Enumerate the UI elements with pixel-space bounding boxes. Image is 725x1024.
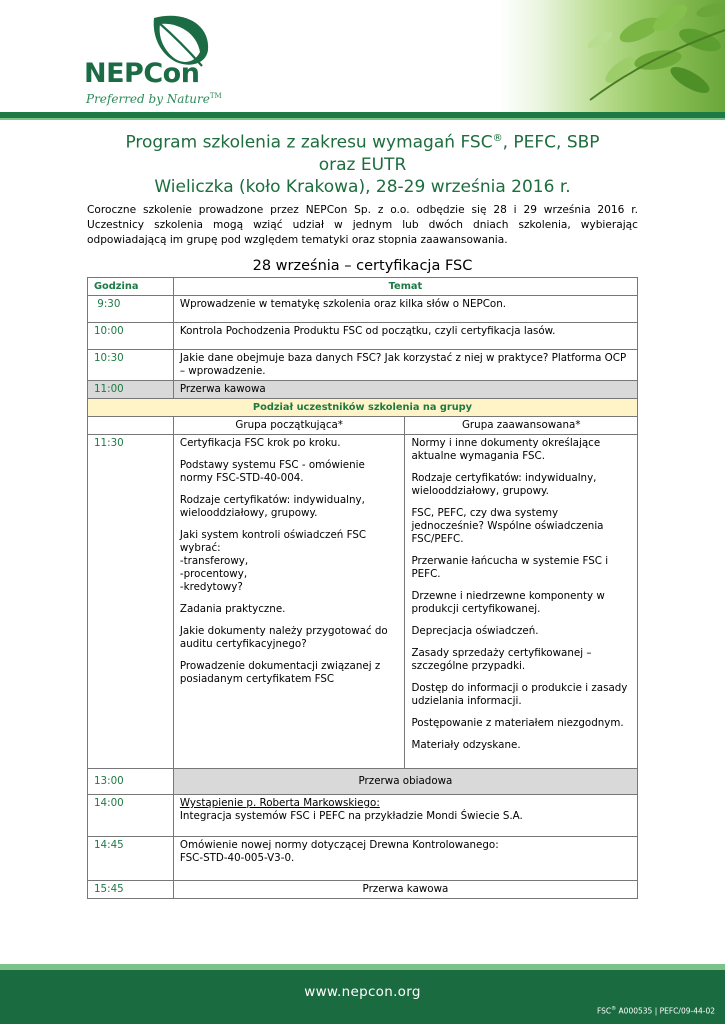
title-line-3: Wieliczka (koło Krakowa), 28-29 września 2016 r.	[154, 176, 571, 197]
group-advanced-list	[405, 435, 638, 769]
norm-time: 14:45	[88, 837, 174, 881]
document-title	[60, 128, 665, 198]
schedule-table	[87, 277, 638, 899]
row-time: 10:00	[88, 323, 174, 350]
list-item: Zasady sprzedaży certyfikowanej – szczególne przypadki.	[411, 647, 592, 672]
title-line-2: oraz EUTR	[318, 154, 407, 175]
header-leaves-photo	[500, 0, 725, 112]
list-item: Rodzaje certyfikatów: indywidualny, wielooddziałowy, grupowy.	[179, 494, 365, 519]
table-row	[88, 795, 638, 837]
table-row-break	[88, 881, 638, 899]
title-line-1: Program szkolenia z zakresu wymagań FSC®, PEFC, SBP	[125, 132, 600, 153]
leaves-image-icon	[500, 0, 725, 112]
table-row	[88, 323, 638, 350]
header-divider-light	[0, 118, 725, 120]
group-basic-header: Grupa początkująca*	[173, 417, 405, 435]
list-item: Rodzaje certyfikatów: indywidualny, wielooddziałowy, grupowy.	[411, 472, 597, 497]
group-advanced-header: Grupa zaawansowana*	[405, 417, 638, 435]
break-topic: Przerwa kawowa	[173, 381, 637, 399]
list-item: Zadania praktyczne.	[179, 603, 286, 615]
header-topic: Temat	[173, 278, 637, 296]
table-row-lunch	[88, 769, 638, 795]
list-item: Jaki system kontroli oświadczeń FSC wybrać: -transferowy, -procentowy, -kredytowy?	[179, 529, 367, 593]
talk-time: 14:00	[88, 795, 174, 837]
break-time: 11:00	[88, 381, 174, 399]
row-topic: Wprowadzenie w tematykę szkolenia oraz kilka słów o NEPCon.	[173, 296, 637, 323]
list-item: Przerwanie łańcucha w systemie FSC i PEFC.	[411, 555, 609, 580]
lunch-time: 13:00	[88, 769, 174, 795]
table-row	[88, 350, 638, 381]
intro-paragraph: Coroczne szkolenie prowadzone przez NEPCon Sp. z o.o. odbędzie się 28 i 29 września 2016 r. Uczestnicy szkolenia mogą wziąć udział w jednym lub dwóch dniach szkolenia, wybierając odpowiadającą im grupę pod względem tematyki oraz stopnia zaawansowania.	[87, 204, 638, 246]
split-header-row	[88, 399, 638, 417]
break2-topic: Przerwa kawowa	[173, 881, 637, 899]
logo-tagline: Preferred by Nature™	[86, 92, 222, 106]
row-topic: Kontrola Pochodzenia Produktu FSC od początku, czyli certyfikacja lasów.	[173, 323, 637, 350]
table-row	[88, 837, 638, 881]
list-item: Drzewne i niedrzewne komponenty w produkcji certyfikowanej.	[411, 590, 605, 615]
logo-wordmark: NEPCon	[84, 58, 200, 89]
group-basic-list	[173, 435, 405, 769]
groups-header-row	[88, 417, 638, 435]
table-header-row	[88, 278, 638, 296]
groups-content-row	[88, 435, 638, 769]
page-footer	[0, 970, 725, 1024]
day-heading: 28 września – certyfikacja FSC	[252, 258, 473, 274]
lunch-topic: Przerwa obiadowa	[173, 769, 637, 795]
page-header	[0, 0, 725, 120]
row-time: 10:30	[88, 350, 174, 381]
table-row-break	[88, 381, 638, 399]
split-time: 11:30	[88, 435, 174, 769]
list-item: Normy i inne dokumenty określające aktualne wymagania FSC.	[411, 437, 601, 462]
norm-topic: Omówienie nowej normy dotyczącej Drewna Kontrolowanego: FSC-STD-40-005-V3-0.	[173, 837, 637, 881]
list-item: Postępowanie z materiałem niezgodnym.	[411, 717, 624, 729]
row-topic: Jakie dane obejmuje baza danych FSC? Jak korzystać z niej w praktyce? Platforma OCP – wprowadzenie.	[173, 350, 637, 381]
nepcon-logo	[84, 8, 234, 108]
list-item: Podstawy systemu FSC - omówienie normy FSC-STD-40-004.	[179, 459, 365, 484]
talk-topic	[173, 795, 637, 837]
break2-time: 15:45	[88, 881, 174, 899]
groups-header-empty	[88, 417, 174, 435]
list-item: Deprecjacja oświadczeń.	[411, 625, 539, 637]
table-row	[88, 296, 638, 323]
talk-speaker: Wystąpienie p. Roberta Markowskiego:	[179, 797, 380, 809]
footer-certification-code: FSC® A000535 | PEFC/09-44-02	[596, 1006, 715, 1016]
split-header: Podział uczestników szkolenia na grupy	[88, 399, 638, 417]
row-time: 9:30	[88, 296, 174, 323]
list-item: Prowadzenie dokumentacji związanej z posiadanym certyfikatem FSC	[179, 660, 381, 685]
list-item: Materiały odzyskane.	[411, 739, 521, 751]
list-item: Certyfikacja FSC krok po kroku.	[179, 437, 341, 449]
footer-website: www.nepcon.org	[304, 984, 421, 1000]
header-time: Godzina	[88, 278, 174, 296]
list-item: Jakie dokumenty należy przygotować do auditu certyfikacyjnego?	[179, 625, 388, 650]
talk-subject: Integracja systemów FSC i PEFC na przykładzie Mondi Świecie S.A.	[179, 810, 523, 822]
list-item: FSC, PEFC, czy dwa systemy jednocześnie? Wspólne oświadczenia FSC/PEFC.	[411, 507, 604, 545]
list-item: Dostęp do informacji o produkcie i zasady udzielania informacji.	[411, 682, 628, 707]
